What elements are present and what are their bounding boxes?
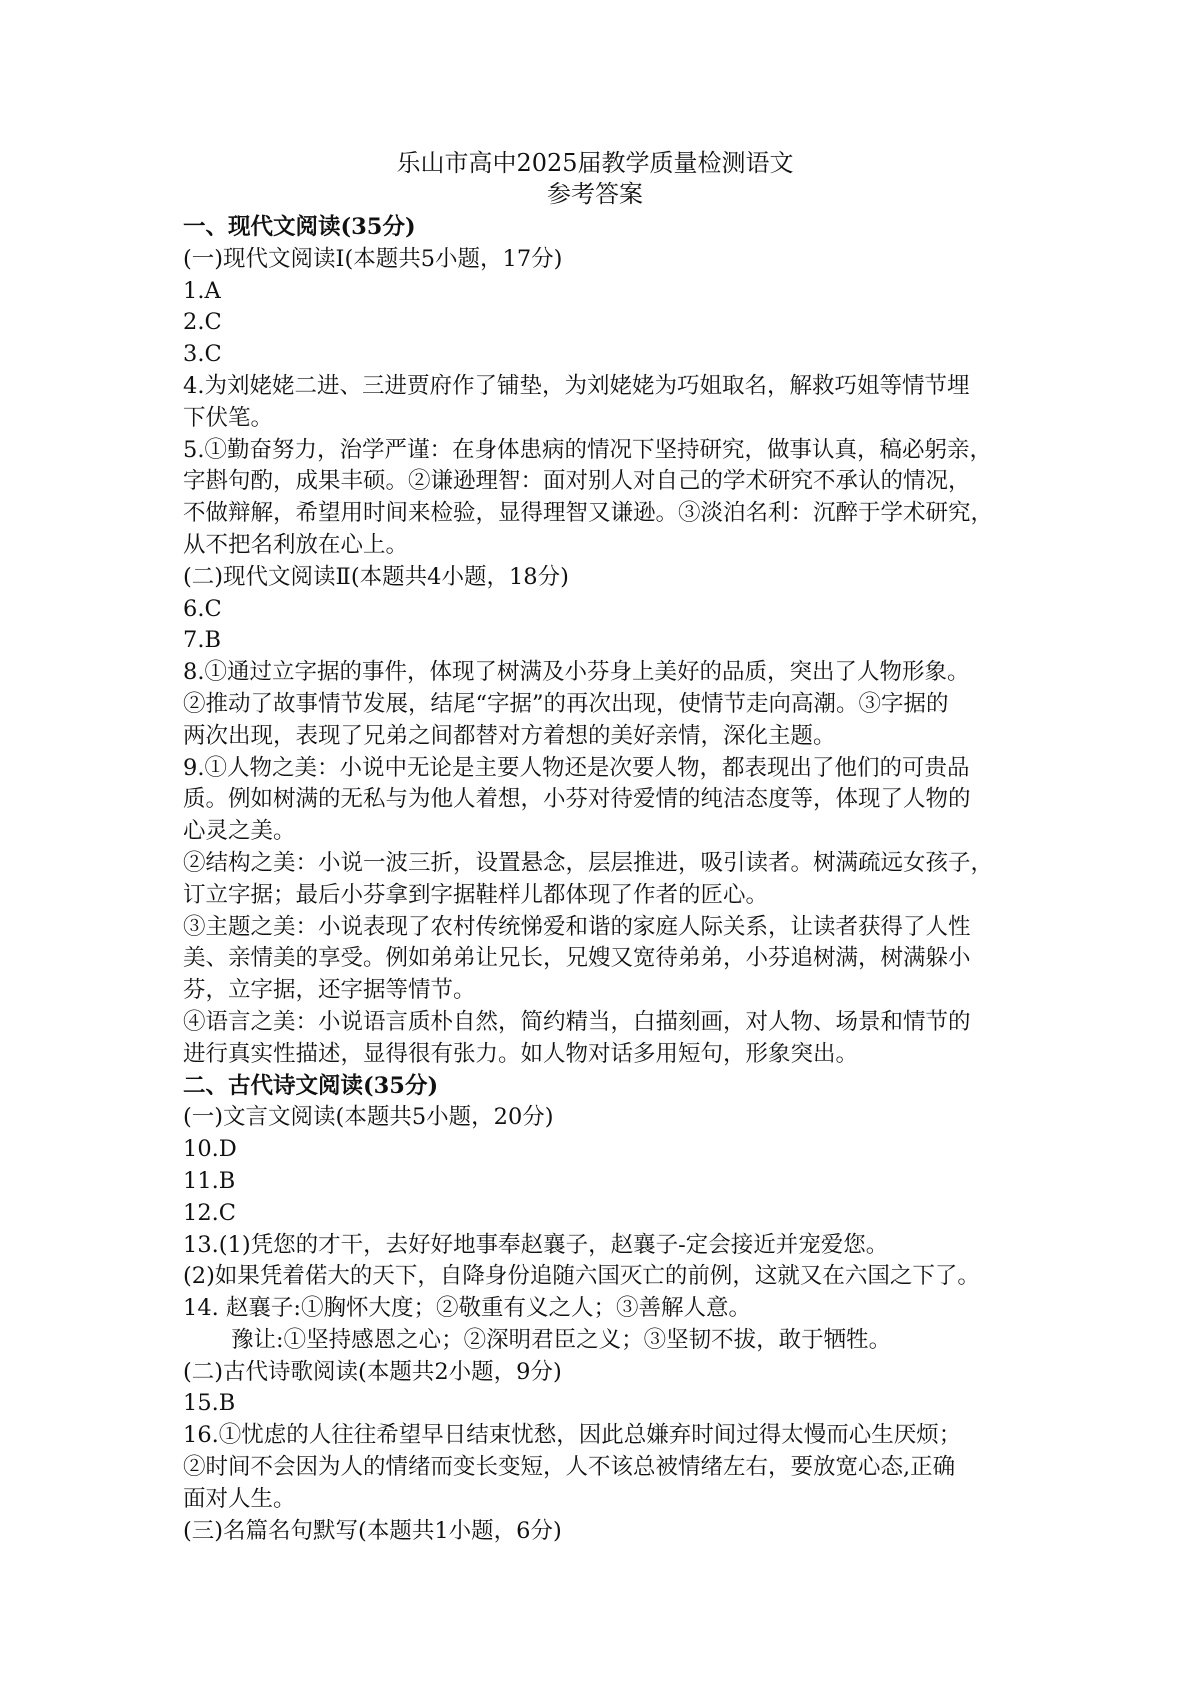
answer-line: 从不把名利放在心上。 bbox=[183, 531, 409, 558]
answer-line: 8.①通过立字据的事件，体现了树满及小芬身上美好的品质，突出了人物形象。 bbox=[183, 659, 970, 686]
answer-line: 面对人生。 bbox=[183, 1485, 296, 1512]
answer-line: ②推动了故事情节发展，结尾“字据”的再次出现，使情节走向高潮。③字据的 bbox=[183, 690, 949, 717]
answer-line: 2.C bbox=[183, 309, 222, 336]
subsection-heading: (一)文言文阅读(本题共5小题，20分) bbox=[183, 1104, 554, 1131]
answer-line: 1.A bbox=[183, 277, 221, 304]
section-heading: 一、现代文阅读(35分) bbox=[183, 214, 416, 240]
answer-line: 11.B bbox=[183, 1167, 236, 1194]
document-header bbox=[0, 148, 1190, 210]
section-heading: 二、古代诗文阅读(35分) bbox=[183, 1072, 439, 1099]
answer-line: 美、亲情美的享受。例如弟弟让兄长，兄嫂又宽待弟弟，小芬追树满，树满躲小 bbox=[183, 945, 971, 972]
answer-line: 6.C bbox=[183, 595, 222, 622]
answer-line: 下伏笔。 bbox=[183, 404, 274, 431]
answer-line: 12.C bbox=[183, 1199, 236, 1226]
answer-line: 质。例如树满的无私与为他人着想，小芬对待爱情的纯洁态度等，体现了人物的 bbox=[183, 786, 971, 813]
answer-line: 字斟句酌，成果丰硕。②谦逊理智：面对别人对自己的学术研究不承认的情况， bbox=[183, 468, 971, 495]
answer-line: 进行真实性描述，显得很有张力。如人物对话多用短句，形象突出。 bbox=[183, 1040, 859, 1067]
subsection-heading: (二)现代文阅读Ⅱ(本题共4小题，18分) bbox=[183, 563, 569, 590]
answer-line: 3.C bbox=[183, 341, 222, 368]
answer-line: 13.(1)凭您的才干，去好好地事奉赵襄子，赵襄子-定会接近并宠爱您。 bbox=[183, 1231, 889, 1258]
page-subtitle: 参考答案 bbox=[547, 180, 643, 208]
subsection-heading: (一)现代文阅读Ⅰ(本题共5小题，17分) bbox=[183, 245, 563, 272]
answer-line: 4.为刘姥姥二进、三进贾府作了铺垫，为刘姥姥为巧姐取名，解救巧姐等情节埋 bbox=[183, 372, 970, 399]
answer-line: ③主题之美：小说表现了农村传统悌爱和谐的家庭人际关系，让读者获得了人性 bbox=[183, 913, 971, 940]
page-title: 乐山市高中2025届教学质量检测语文 bbox=[396, 149, 794, 177]
subsection-heading: (三)名篇名句默写(本题共1小题，6分) bbox=[183, 1517, 562, 1544]
subsection-heading: (二)古代诗歌阅读(本题共2小题，9分) bbox=[183, 1358, 562, 1385]
answer-line: 14. 赵襄子:①胸怀大度；②敬重有义之人；③善解人意。 bbox=[183, 1295, 752, 1322]
answer-line: 豫让:①坚持感恩之心；②深明君臣之义；③坚韧不拔，敢于牺牲。 bbox=[231, 1326, 892, 1353]
answer-line: ②结构之美：小说一波三折，设置悬念，层层推进，吸引读者。树满疏远女孩子， bbox=[183, 849, 994, 876]
answer-line: 订立字据；最后小芬拿到字据鞋样儿都体现了作者的匠心。 bbox=[183, 881, 769, 908]
answer-line: 心灵之美。 bbox=[183, 818, 296, 845]
answer-line: (2)如果凭着偌大的天下，自降身份追随六国灭亡的前例，这就又在六国之下了。 bbox=[183, 1263, 980, 1290]
answer-line: 10.D bbox=[183, 1136, 237, 1163]
answer-line: 不做辩解，希望用时间来检验，显得理智又谦逊。③淡泊名利：沉醉于学术研究， bbox=[183, 500, 994, 527]
answer-line: 9.①人物之美：小说中无论是主要人物还是次要人物，都表现出了他们的可贵品 bbox=[183, 754, 970, 781]
answer-line: ④语言之美：小说语言质朴自然，简约精当，白描刻画，对人物、场景和情节的 bbox=[183, 1008, 971, 1035]
answer-line: 15.B bbox=[183, 1390, 236, 1417]
answer-line: 16.①忧虑的人往往希望早日结束忧愁，因此总嫌弃时间过得太慢而心生厌烦； bbox=[183, 1422, 962, 1449]
answer-line: ②时间不会因为人的情绪而变长变短，人不该总被情绪左右，要放宽心态,正确 bbox=[183, 1454, 956, 1481]
answer-content bbox=[183, 212, 1023, 1547]
answer-line: 7.B bbox=[183, 627, 222, 654]
answer-line: 芬，立字据，还字据等情节。 bbox=[183, 977, 476, 1004]
answer-line: 两次出现，表现了兄弟之间都替对方着想的美好亲情，深化主题。 bbox=[183, 722, 836, 749]
answer-line: 5.①勤奋努力，治学严谨：在身体患病的情况下坚持研究，做事认真，稿必躬亲， bbox=[183, 436, 992, 463]
